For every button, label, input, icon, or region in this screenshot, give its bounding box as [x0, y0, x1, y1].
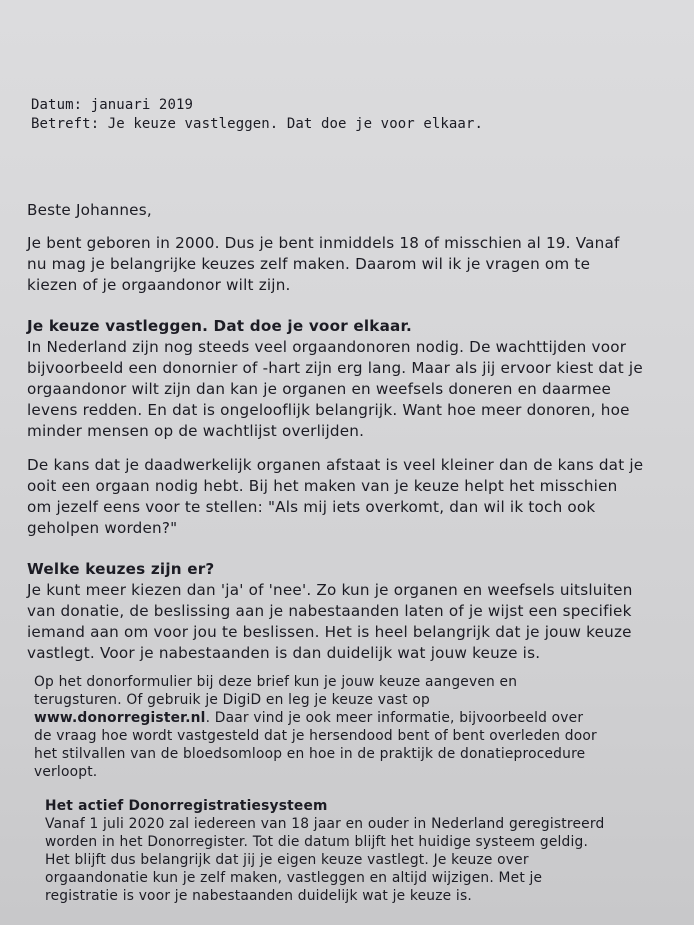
text-line: Vanaf 1 juli 2020 zal iedereen van 18 jaar en ouder in Nederland geregistreerd — [45, 816, 605, 832]
section-keuze-vastleggen — [27, 316, 694, 442]
section-donorregistratiesysteem — [45, 797, 694, 905]
text-line: In Nederland zijn nog steeds veel orgaandonoren nodig. De wachttijden voor — [27, 338, 627, 356]
section-heading: Welke keuzes zijn er? — [27, 560, 215, 578]
text-line: Je bent geboren in 2000. Dus je bent inmiddels 18 of misschien al 19. Vanaf — [27, 234, 620, 252]
text-line: minder mensen op de wachtlijst overlijden. — [27, 422, 365, 440]
text-line: Het blijft dus belangrijk dat jij je eigen keuze vastlegt. Je keuze over — [45, 852, 529, 868]
text-line: het stilvallen van de bloedsomloop en hoe in de praktijk de donatieprocedure — [34, 746, 586, 762]
text-line: ooit een orgaan nodig hebt. Bij het maken van je keuze helpt het misschien — [27, 477, 618, 495]
text-line: De kans dat je daadwerkelijk organen afstaat is veel kleiner dan de kans dat je — [27, 456, 644, 474]
text-line: Je kunt meer kiezen dan 'ja' of 'nee'. Zo kun je organen en weefsels uitsluiten — [27, 581, 633, 599]
text-line: vastlegt. Voor je nabestaanden is dan duidelijk wat jouw keuze is. — [27, 644, 541, 662]
section-heading: Het actief Donorregistratiesysteem — [45, 798, 328, 814]
text-line: terugsturen. Of gebruik je DigiD en leg je keuze vast op — [34, 692, 430, 708]
form-paragraph — [34, 673, 694, 781]
salutation: Beste Johannes, — [27, 201, 152, 219]
section-heading: Je keuze vastleggen. Dat doe je voor elkaar. — [27, 317, 412, 335]
text-line: worden in het Donorregister. Tot die datum blijft het huidige systeem geldig. — [45, 834, 589, 850]
text-line: geholpen worden?" — [27, 519, 178, 537]
text-line: registratie is voor je nabestaanden duidelijk wat je keuze is. — [45, 888, 472, 904]
chance-paragraph — [27, 455, 694, 539]
text-line: Op het donorformulier bij deze brief kun je jouw keuze aangeven en — [34, 674, 518, 690]
donorregister-link: www.donorregister.nl — [34, 710, 206, 726]
text-fragment: . Daar vind je ook meer informatie, bijvoorbeeld over — [205, 710, 584, 726]
text-line: verloopt. — [34, 764, 98, 780]
letter-header — [31, 96, 483, 134]
text-line: orgaandonatie kun je zelf maken, vastleggen en altijd wijzigen. Met je — [45, 870, 543, 886]
text-line: de vraag hoe wordt vastgesteld dat je hersendood bent of bent overleden door — [34, 728, 597, 744]
text-line: bijvoorbeeld een donornier of -hart zijn erg lang. Maar als jij ervoor kiest dat je — [27, 359, 643, 377]
text-line: kiezen of je orgaandonor wilt zijn. — [27, 276, 291, 294]
text-line: orgaandonor wilt zijn dan kan je organen en weefsels doneren en daarmee — [27, 380, 612, 398]
subject-line: Betreft: Je keuze vastleggen. Dat doe je voor elkaar. — [31, 116, 484, 132]
text-line — [34, 709, 694, 727]
intro-paragraph — [27, 233, 694, 296]
text-line: iemand aan om voor jou te beslissen. Het is heel belangrijk dat je jouw keuze — [27, 623, 632, 641]
text-line: nu mag je belangrijke keuzes zelf maken. Daarom wil ik je vragen om te — [27, 255, 591, 273]
text-line: levens redden. En dat is ongelooflijk belangrijk. Want hoe meer donoren, hoe — [27, 401, 630, 419]
date-line: Datum: januari 2019 — [31, 97, 194, 113]
section-welke-keuzes — [27, 559, 694, 664]
text-line: om jezelf eens voor te stellen: "Als mij iets overkomt, dan wil ik toch ook — [27, 498, 596, 516]
text-line: van donatie, de beslissing aan je nabestaanden laten of je wijst een specifiek — [27, 602, 632, 620]
